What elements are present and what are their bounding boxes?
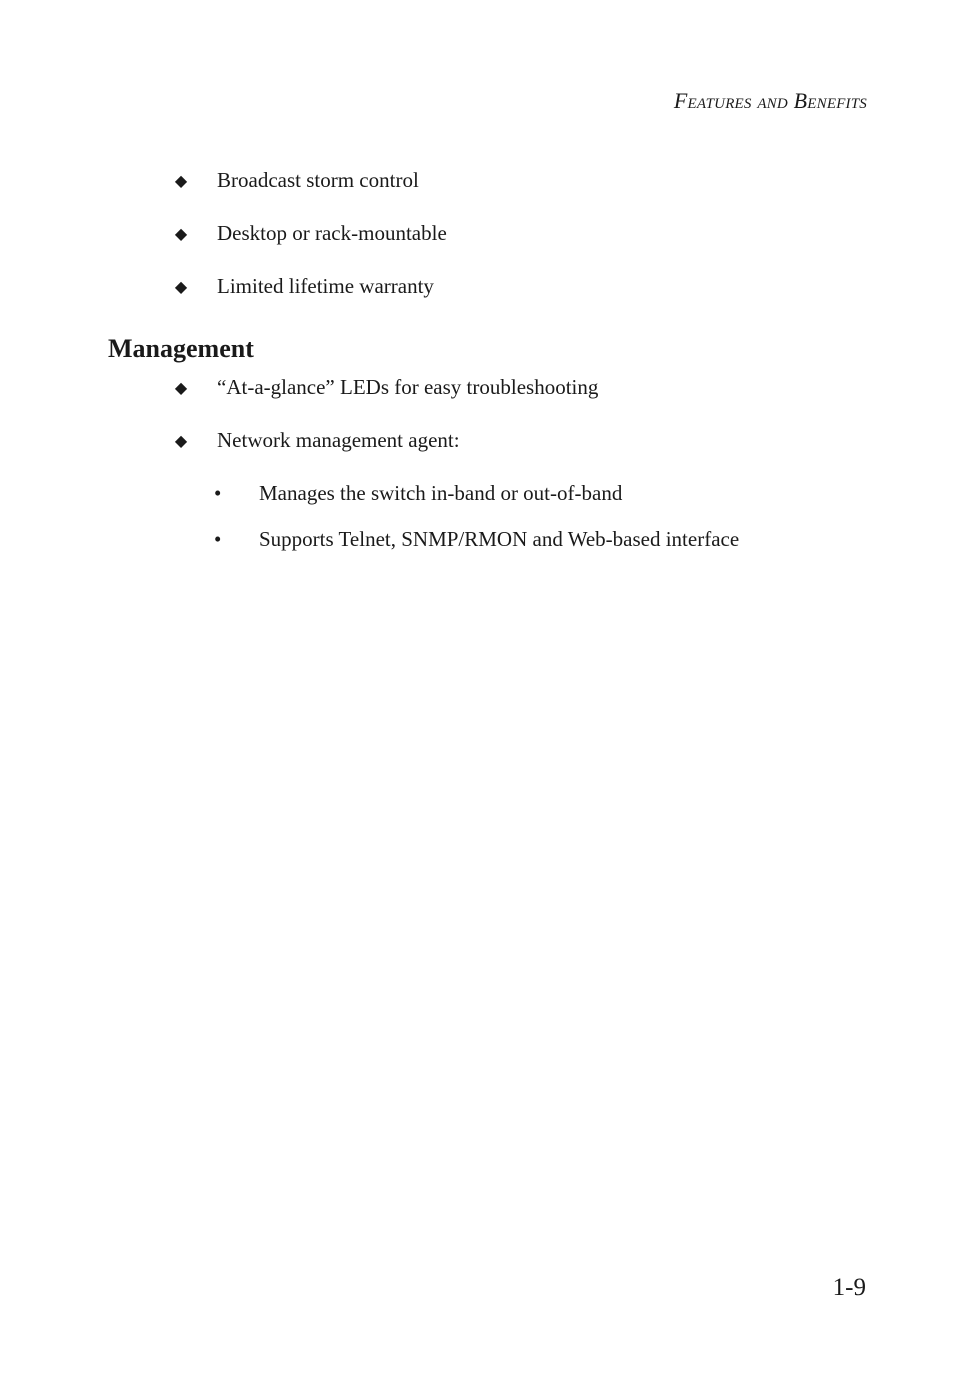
list-item-text: Network management agent: xyxy=(217,428,460,452)
sub-list-item xyxy=(214,481,622,506)
diamond-bullet-icon: ◆ xyxy=(174,433,188,450)
list-item xyxy=(172,375,598,400)
diamond-bullet-icon: ◆ xyxy=(174,380,188,397)
sub-list-item xyxy=(214,527,739,552)
list-item-text: Limited lifetime warranty xyxy=(217,274,434,298)
diamond-bullet-icon: ◆ xyxy=(174,226,188,243)
sub-list-item-text: Manages the switch in-band or out-of-band xyxy=(259,481,623,505)
list-item xyxy=(172,428,460,453)
dot-bullet-icon: • xyxy=(214,527,222,551)
sub-list-item-text: Supports Telnet, SNMP/RMON and Web-based interface xyxy=(259,527,740,551)
list-item xyxy=(172,274,434,299)
running-header: Features and Benefits xyxy=(673,88,867,113)
list-item xyxy=(172,221,447,246)
list-item xyxy=(172,168,419,193)
diamond-bullet-icon: ◆ xyxy=(174,173,188,190)
list-item-text: “At-a-glance” LEDs for easy troubleshooting xyxy=(217,375,599,399)
list-item-text: Desktop or rack-mountable xyxy=(217,221,447,245)
list-item-text: Broadcast storm control xyxy=(217,168,419,192)
page-number: 1-9 xyxy=(832,1274,866,1301)
diamond-bullet-icon: ◆ xyxy=(174,279,188,296)
section-heading: Management xyxy=(108,334,254,363)
dot-bullet-icon: • xyxy=(214,481,222,505)
